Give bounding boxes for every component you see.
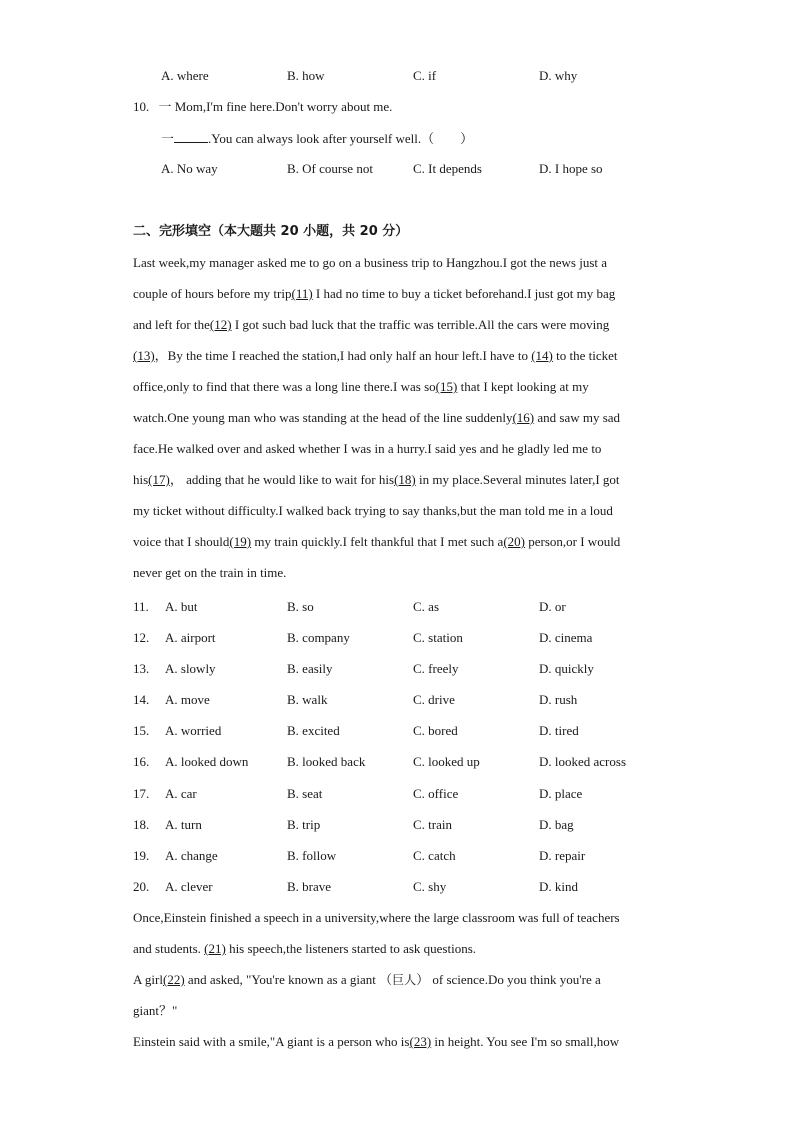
passage-line — [133, 347, 663, 378]
text: that I kept looking at my — [457, 379, 589, 394]
passage-line — [133, 471, 663, 502]
question-row — [0, 629, 794, 647]
text: person,or I would — [524, 534, 621, 549]
option-c[interactable]: C. station — [413, 630, 463, 645]
question-row — [0, 598, 794, 616]
passage-line — [133, 409, 663, 440]
option-b[interactable]: B. excited — [287, 723, 340, 738]
passage-line — [133, 316, 663, 347]
blank-20[interactable]: (20) — [503, 534, 525, 549]
option-b[interactable]: B. easily — [287, 661, 333, 676]
text: my train quickly.I felt thankful that I met such a — [251, 534, 504, 549]
question-row — [0, 660, 794, 678]
option-a[interactable]: A. clever — [165, 879, 213, 894]
text: A girl — [133, 972, 163, 987]
section-heading: 二、完形填空（本大题共 20 小题，共 20 分） — [133, 224, 409, 239]
text: and saw my sad — [534, 410, 621, 425]
option-b[interactable]: B. company — [287, 630, 350, 645]
option-c[interactable]: C. bored — [413, 723, 458, 738]
question-number: 19. — [133, 848, 150, 863]
option-c[interactable]: C. as — [413, 599, 439, 614]
question-number: 18. — [133, 817, 150, 832]
text: office,only to find that there was a long line there.I was so — [133, 379, 436, 394]
question-number: 10. — [133, 99, 150, 114]
option-c[interactable]: C. office — [413, 786, 459, 801]
option-b[interactable]: B. walk — [287, 692, 328, 707]
question-row — [0, 816, 794, 834]
question-row — [0, 753, 794, 771]
option-a[interactable]: A. car — [165, 786, 197, 801]
blank-12[interactable]: (12) — [209, 317, 232, 332]
option-a[interactable]: A. turn — [165, 817, 202, 832]
blank-23[interactable]: (23) — [409, 1034, 432, 1049]
option-c[interactable]: C. looked up — [413, 754, 480, 769]
passage-line: Last week,my manager asked me to go on a business trip to Hangzhou.I got the news just a — [133, 255, 608, 270]
option-c[interactable]: C. train — [413, 817, 452, 832]
option-a[interactable]: A. move — [165, 692, 210, 707]
q10-line2 — [161, 129, 473, 148]
option-b[interactable]: B. trip — [287, 817, 321, 832]
passage-line — [133, 378, 663, 409]
text: to the ticket — [552, 348, 618, 363]
text: and left for the — [133, 317, 210, 332]
question-row — [0, 878, 794, 896]
option-d[interactable]: D. bag — [539, 817, 574, 832]
option-b[interactable]: B. seat — [287, 786, 323, 801]
passage-line: never get on the train in time. — [133, 565, 287, 580]
blank-15[interactable]: (15) — [435, 379, 458, 394]
question-number: 14. — [133, 692, 150, 707]
q10-dash: 一 — [161, 131, 175, 146]
q10-line1 — [133, 98, 392, 116]
passage-line — [133, 940, 663, 971]
option-d[interactable]: D. rush — [539, 692, 578, 707]
option-c[interactable]: C. catch — [413, 848, 456, 863]
text: voice that I should — [133, 534, 230, 549]
text: I got such bad luck that the traffic was terrible.All the cars were moving — [231, 317, 610, 332]
option-d[interactable]: D. kind — [539, 879, 578, 894]
q9-options — [0, 67, 794, 85]
q10-options — [0, 160, 794, 178]
text: in my place.Several minutes later,I got — [415, 472, 620, 487]
passage-line: giant？" — [133, 1003, 178, 1018]
q9-option-c[interactable]: C. if — [413, 68, 437, 83]
blank-13[interactable]: (13) — [133, 348, 155, 363]
option-b[interactable]: B. so — [287, 599, 314, 614]
question-number: 17. — [133, 786, 150, 801]
passage-line — [133, 285, 663, 316]
option-a[interactable]: A. but — [165, 599, 198, 614]
text: and students. — [133, 941, 205, 956]
option-d[interactable]: D. quickly — [539, 661, 594, 676]
option-a[interactable]: A. looked down — [165, 754, 249, 769]
text: his speech,the listeners started to ask questions. — [225, 941, 477, 956]
question-number: 12. — [133, 630, 150, 645]
question-number: 15. — [133, 723, 150, 738]
text: in height. You see I'm so small,how — [431, 1034, 620, 1049]
option-b[interactable]: B. follow — [287, 848, 337, 863]
option-c[interactable]: C. freely — [413, 661, 459, 676]
option-d[interactable]: D. tired — [539, 723, 579, 738]
option-d[interactable]: D. looked across — [539, 754, 627, 769]
blank-16[interactable]: (16) — [512, 410, 535, 425]
text: and asked, "You're known as a giant （ — [184, 972, 393, 987]
passage-line — [133, 971, 663, 1002]
question-row — [0, 785, 794, 803]
option-b[interactable]: B. looked back — [287, 754, 366, 769]
blank-14[interactable]: (14) — [531, 348, 553, 363]
passage-2 — [133, 909, 663, 1064]
text: his — [133, 472, 149, 487]
answer-blank[interactable] — [174, 129, 208, 143]
q10-option-a[interactable]: A. No way — [161, 161, 218, 176]
text: watch.One young man who was standing at the head of the line suddenly — [133, 410, 513, 425]
gloss: 巨人 — [392, 973, 417, 987]
question-number: 11. — [133, 599, 149, 614]
q10-option-c[interactable]: C. It depends — [413, 161, 482, 176]
question-number: 16. — [133, 754, 150, 769]
q9-option-b[interactable]: B. how — [287, 68, 325, 83]
option-a[interactable]: A. airport — [165, 630, 216, 645]
question-row — [0, 691, 794, 709]
text: Einstein said with a smile,"A giant is a person who is — [133, 1034, 410, 1049]
question-number: 20. — [133, 879, 150, 894]
blank-17[interactable]: (17) — [148, 472, 170, 487]
q10-dialogue-1: 一 Mom,I'm fine here.Don't worry about me. — [158, 99, 393, 114]
blank-22[interactable]: (22) — [162, 972, 185, 987]
question-row — [0, 722, 794, 740]
q10-dialogue-2: .You can always look after yourself well.（ ） — [208, 131, 474, 146]
text: ） of science.Do you think you're a — [416, 972, 601, 987]
passage-line: Once,Einstein finished a speech in a university,where the large classroom was full of teachers — [133, 910, 620, 925]
passage-1 — [133, 254, 663, 595]
blank-11[interactable]: (11) — [291, 286, 313, 301]
option-d[interactable]: D. repair — [539, 848, 586, 863]
question-row — [0, 847, 794, 865]
question-number: 13. — [133, 661, 150, 676]
passage-line: face.He walked over and asked whether I was in a hurry.I said yes and he gladly led me to — [133, 441, 602, 456]
option-d[interactable]: D. cinema — [539, 630, 593, 645]
text: ， adding that he would like to wait for his — [169, 472, 395, 487]
option-d[interactable]: D. place — [539, 786, 583, 801]
option-c[interactable]: C. drive — [413, 692, 455, 707]
q9-option-a[interactable]: A. where — [161, 68, 209, 83]
text: ，By the time I reached the station,I had only half an hour left.I have to — [154, 348, 532, 363]
option-d[interactable]: D. or — [539, 599, 566, 614]
passage-line — [133, 1033, 663, 1064]
passage-line: my ticket without difficulty.I walked back trying to say thanks,but the man told me in a loud — [133, 503, 613, 518]
q10-option-b[interactable]: B. Of course not — [287, 161, 373, 176]
option-a[interactable]: A. worried — [165, 723, 222, 738]
option-c[interactable]: C. shy — [413, 879, 447, 894]
passage-line — [133, 533, 663, 564]
blank-19[interactable]: (19) — [229, 534, 252, 549]
text: couple of hours before my trip — [133, 286, 292, 301]
q9-option-d[interactable]: D. why — [539, 68, 578, 83]
option-a[interactable]: A. slowly — [165, 661, 216, 676]
text: I had no time to buy a ticket beforehand.I just got my bag — [312, 286, 616, 301]
blank-21[interactable]: (21) — [204, 941, 226, 956]
blank-18[interactable]: (18) — [394, 472, 416, 487]
option-b[interactable]: B. brave — [287, 879, 332, 894]
q10-option-d[interactable]: D. I hope so — [539, 161, 603, 176]
option-a[interactable]: A. change — [165, 848, 218, 863]
